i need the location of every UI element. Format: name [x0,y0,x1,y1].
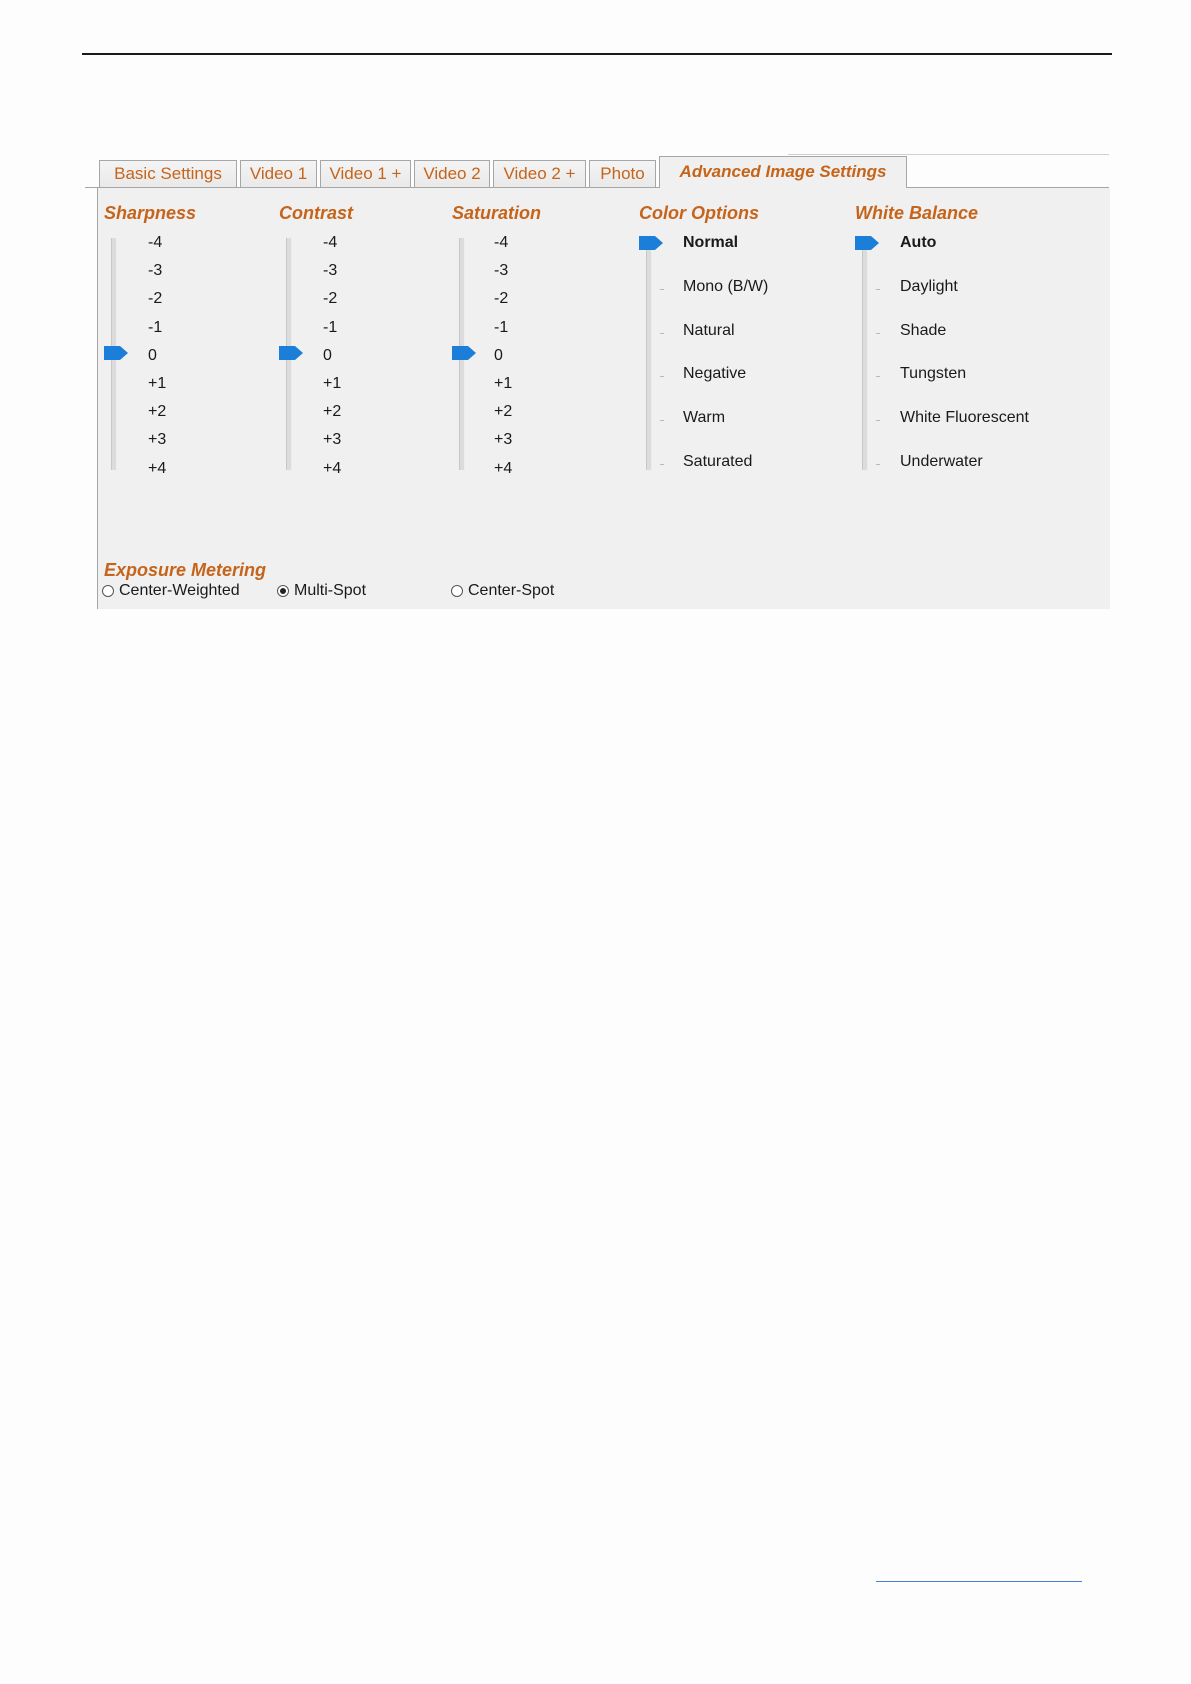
white-balance-option[interactable]: Auto [900,234,937,251]
contrast-level-label[interactable]: -1 [323,318,338,336]
slider-tick [660,464,664,465]
white-balance-option[interactable]: Tungsten [900,365,967,383]
tab-video-1-plus[interactable]: Video 1 + [320,160,411,187]
tab-basic-settings[interactable]: Basic Settings [99,160,237,187]
contrast-level-label[interactable]: +3 [323,431,342,449]
slider-tick [660,333,664,334]
sharpness-level-label[interactable]: -2 [148,290,163,308]
slider-tick [660,289,664,290]
tab-video-2[interactable]: Video 2 [414,160,490,187]
radio-center-weighted[interactable] [102,582,240,600]
saturation-level-label[interactable]: +2 [494,403,513,421]
tab-video-1[interactable]: Video 1 [240,160,317,187]
contrast-level-label[interactable]: -3 [323,262,338,280]
sharpness-level-label[interactable]: -1 [148,318,163,336]
saturation-level-label[interactable]: -2 [494,290,509,308]
saturation-level-label[interactable]: 0 [494,346,503,364]
color-options-option[interactable]: Natural [683,321,735,339]
radio-button-icon [277,585,289,597]
radio-button-icon [102,585,114,597]
sharpness-slider-thumb[interactable] [104,346,128,360]
slider-tick [876,420,880,421]
slider-tick [876,464,880,465]
saturation-level-label[interactable]: -4 [494,234,509,251]
radio-label: Center-Weighted [119,582,240,599]
saturation-level-label[interactable]: -1 [494,318,509,336]
white-balance-slider-thumb[interactable] [855,236,879,250]
contrast-level-label[interactable]: 0 [323,346,332,364]
contrast-level-label[interactable]: -2 [323,290,338,308]
contrast-slider-thumb[interactable] [279,346,303,360]
color-options-option[interactable]: Negative [683,365,747,383]
saturation-level-label[interactable]: +1 [494,375,513,392]
color-options-slider-thumb[interactable] [639,236,663,250]
sharpness-level-label[interactable]: -4 [148,234,163,251]
color-options-option[interactable]: Warm [683,409,726,427]
radio-center-spot[interactable] [451,582,554,600]
contrast-title: Contrast [279,203,354,223]
white-balance-title: White Balance [855,203,979,223]
sharpness-level-label[interactable]: +2 [148,403,167,421]
sharpness-title: Sharpness [104,203,197,223]
radio-label: Multi-Spot [294,582,367,599]
exposure-metering-title: Exposure Metering [104,560,267,580]
sharpness-level-label[interactable]: +3 [148,431,167,449]
slider-tick [876,376,880,377]
saturation-slider-thumb[interactable] [452,346,476,360]
slider-tick [660,376,664,377]
slider-tick [660,420,664,421]
radio-multi-spot[interactable] [277,582,366,600]
saturation-level-label[interactable]: -3 [494,262,509,280]
footer-link-underline [876,1581,1082,1582]
sharpness-level-label[interactable]: 0 [148,346,157,364]
color-options-option[interactable]: Saturated [683,453,753,470]
saturation-title: Saturation [452,203,542,223]
radio-label: Center-Spot [468,582,555,599]
white-balance-option[interactable]: Underwater [900,453,983,470]
contrast-level-label[interactable]: +4 [323,459,342,477]
tab-strip [85,154,1109,188]
contrast-level-label[interactable]: +1 [323,375,342,392]
radio-button-icon [451,585,463,597]
white-balance-slider-track[interactable] [862,238,868,470]
tab-video-2-plus[interactable]: Video 2 + [493,160,586,187]
saturation-level-label[interactable]: +4 [494,459,513,477]
sharpness-level-label[interactable]: +4 [148,459,167,477]
saturation-level-label[interactable]: +3 [494,431,513,449]
color-options-title: Color Options [639,203,759,223]
contrast-level-label[interactable]: +2 [323,403,342,421]
color-options-slider-track[interactable] [646,238,652,470]
camera-settings-panel [85,154,1109,609]
sharpness-level-label[interactable]: -3 [148,262,163,280]
slider-tick [876,289,880,290]
tab-advanced-image-settings[interactable]: Advanced Image Settings [659,156,907,188]
advanced-image-settings-content [97,188,1110,609]
white-balance-option[interactable]: Shade [900,321,947,339]
sharpness-level-label[interactable]: +1 [148,375,167,392]
white-balance-option[interactable]: White Fluorescent [900,409,1029,427]
white-balance-option[interactable]: Daylight [900,277,958,295]
contrast-level-label[interactable]: -4 [323,234,338,251]
page-header-rule [82,53,1112,55]
slider-tick [876,333,880,334]
color-options-option[interactable]: Mono (B/W) [683,277,769,295]
tab-photo[interactable]: Photo [589,160,656,187]
color-options-option[interactable]: Normal [683,234,739,251]
